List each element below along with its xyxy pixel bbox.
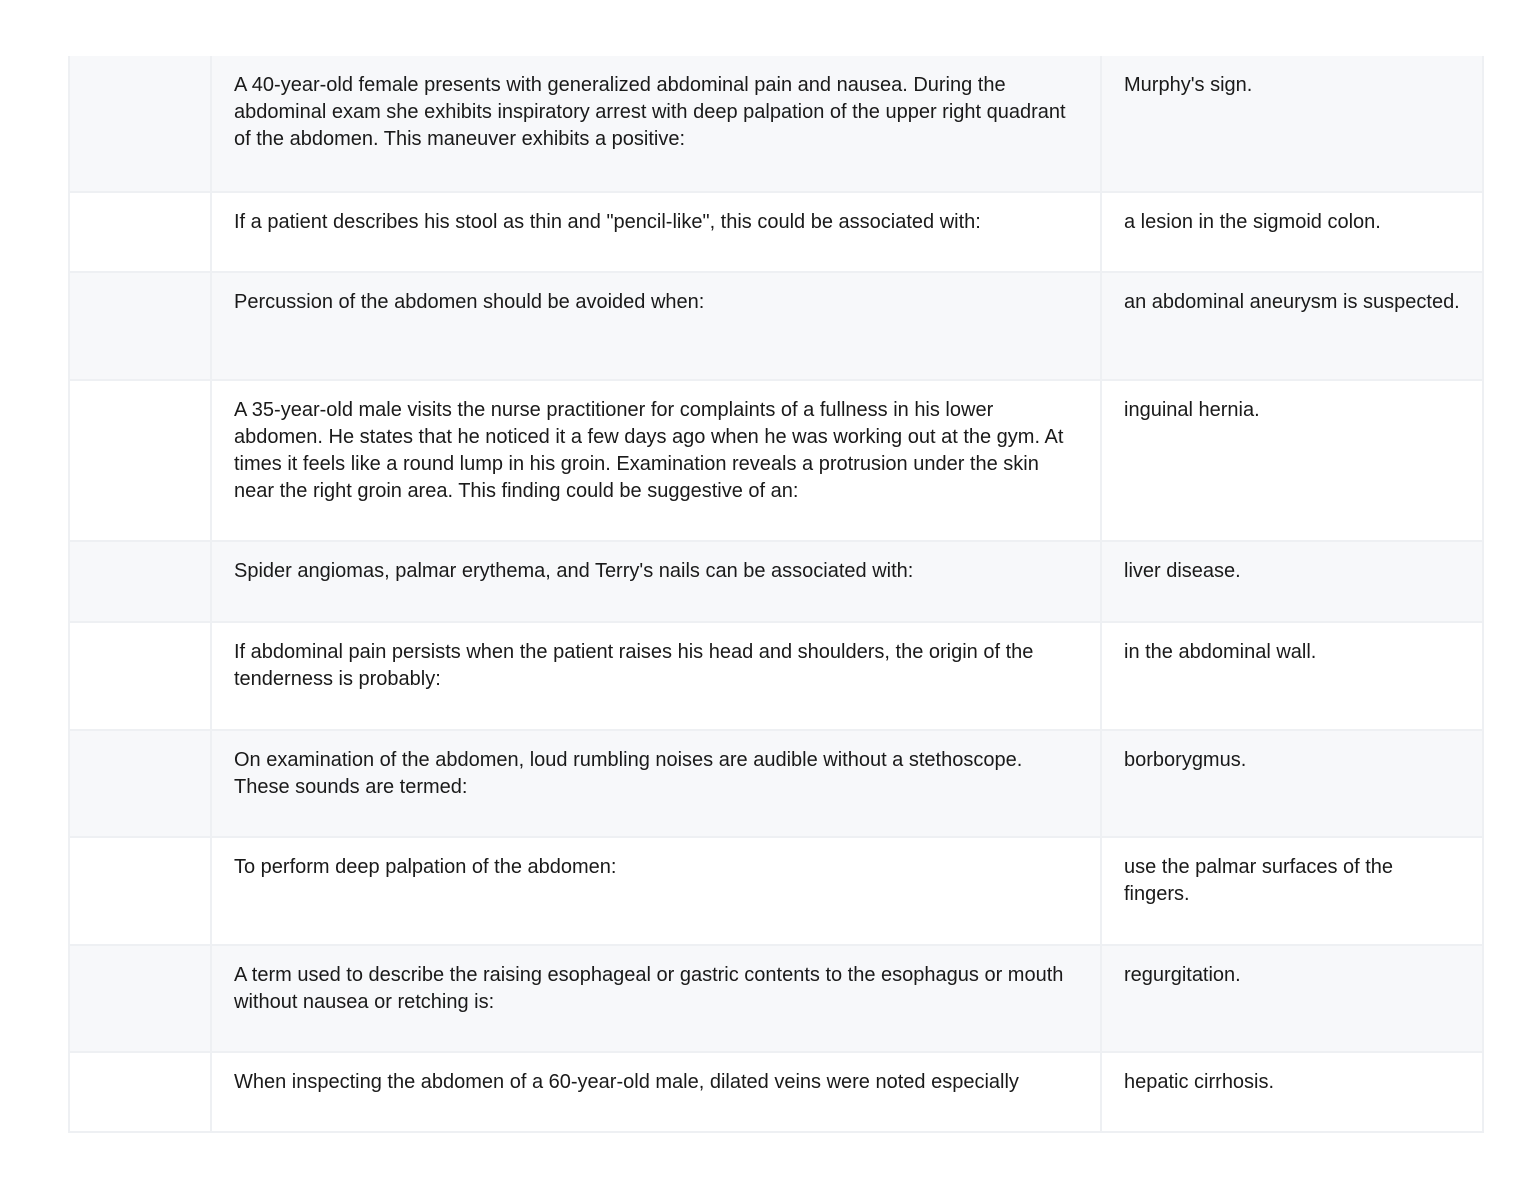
- question-cell: Percussion of the abdomen should be avoided when:: [211, 272, 1101, 380]
- row-number-cell: [69, 380, 211, 541]
- answer-cell: inguinal hernia.: [1101, 380, 1483, 541]
- table-row: [69, 1052, 1483, 1132]
- question-cell: A 35-year-old male visits the nurse practitioner for complaints of a fullness in his lower abdomen. He states that he noticed it a few days ago when he was working out at the gym. At times it feels like a round lump in his groin. Examination reveals a protrusion under the skin near the right groin area. This finding could be suggestive of an:: [211, 380, 1101, 541]
- answer-cell: regurgitation.: [1101, 945, 1483, 1052]
- answer-cell: hepatic cirrhosis.: [1101, 1052, 1483, 1132]
- question-cell: If abdominal pain persists when the patient raises his head and shoulders, the origin of the tenderness is probably:: [211, 622, 1101, 730]
- row-number-cell: [69, 945, 211, 1052]
- answer-cell: Murphy's sign.: [1101, 56, 1483, 192]
- table-row: [69, 272, 1483, 380]
- answer-cell: a lesion in the sigmoid colon.: [1101, 192, 1483, 272]
- table-row: [69, 837, 1483, 945]
- table-row: [69, 541, 1483, 622]
- table-row: [69, 730, 1483, 837]
- row-number-cell: [69, 272, 211, 380]
- row-number-cell: [69, 56, 211, 192]
- question-cell: A term used to describe the raising esophageal or gastric contents to the esophagus or mouth without nausea or retching is:: [211, 945, 1101, 1052]
- row-number-cell: [69, 622, 211, 730]
- row-number-cell: [69, 730, 211, 837]
- table-row: [69, 56, 1483, 192]
- answer-cell: use the palmar surfaces of the fingers.: [1101, 837, 1483, 945]
- question-cell: If a patient describes his stool as thin and "pencil-like", this could be associated with:: [211, 192, 1101, 272]
- answer-cell: in the abdominal wall.: [1101, 622, 1483, 730]
- row-number-cell: [69, 192, 211, 272]
- row-number-cell: [69, 1052, 211, 1132]
- answer-cell: an abdominal aneurysm is suspected.: [1101, 272, 1483, 380]
- row-number-cell: [69, 541, 211, 622]
- table-row: [69, 192, 1483, 272]
- table-row: [69, 945, 1483, 1052]
- table-row: [69, 380, 1483, 541]
- answer-cell: liver disease.: [1101, 541, 1483, 622]
- question-cell: A 40-year-old female presents with generalized abdominal pain and nausea. During the abdominal exam she exhibits inspiratory arrest with deep palpation of the upper right quadrant of the abdomen. This maneuver exhibits a positive:: [211, 56, 1101, 192]
- table-row: [69, 622, 1483, 730]
- flashcard-table: [68, 56, 1484, 1133]
- answer-cell: borborygmus.: [1101, 730, 1483, 837]
- question-cell: To perform deep palpation of the abdomen:: [211, 837, 1101, 945]
- question-cell: On examination of the abdomen, loud rumbling noises are audible without a stethoscope. These sounds are termed:: [211, 730, 1101, 837]
- row-number-cell: [69, 837, 211, 945]
- question-cell: Spider angiomas, palmar erythema, and Terry's nails can be associated with:: [211, 541, 1101, 622]
- question-cell: When inspecting the abdomen of a 60-year-old male, dilated veins were noted especially: [211, 1052, 1101, 1132]
